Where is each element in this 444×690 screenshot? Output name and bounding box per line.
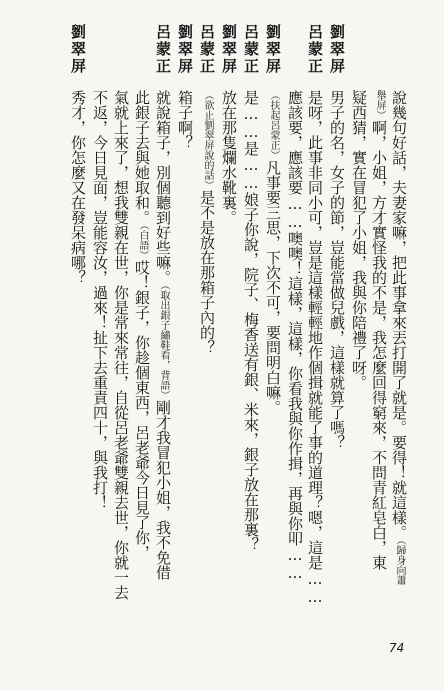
dialogue-line [328,90,345,450]
dialogue-text: 此銀子去與她取和。 [133,90,151,225]
stage-direction: （歸身向蕭 [394,540,405,585]
stage-direction: 舉屏） [374,90,385,120]
speaker-name: 劉翠屏 [264,24,282,75]
dialogue-text: 凡事要三思，下次不可，要問明白嘛。 [264,160,282,415]
dialogue-line [69,90,86,285]
dialogue-line [350,90,367,390]
dialogue-text: 秀才，你怎麼又在發呆病哪？ [69,90,87,285]
dialogue-text: 箱子啊？ [176,90,194,150]
stage-direction: （白語） [137,225,148,260]
dialogue-line [242,90,259,552]
speaker-name: 呂蒙正 [198,24,216,75]
page-number: 74 [389,641,405,655]
dialogue-text: 是不是放在那箱子內的？ [198,190,216,355]
dialogue-text: 是呀，此事非同小可，豈是這樣輕輕地作個揖就能了事的道理？嗯，這是…… [306,90,324,606]
dialogue-line [390,90,407,585]
speaker-name: 劉翠屏 [69,24,87,75]
dialogue-text: 就說箱子，別個聽到好些嘛。 [154,90,172,285]
dialogue-text: 說幾句好話，夫妻家嘛，把此事拿來丟打開了就是。要得！就這樣。 [390,90,408,540]
dialogue-line [198,90,215,355]
dialogue-line [286,90,303,582]
dialogue-line [264,90,281,415]
speaker-name: 劉翠屏 [328,24,346,75]
dialogue-line [112,90,129,600]
dialogue-text: 哎！銀子，你趁個東西，呂老爺今日見了你， [133,260,151,560]
speaker-name: 呂蒙正 [242,24,260,75]
dialogue-text: 放在那隻爛水靴裏。 [220,90,238,225]
dialogue-text: 剛才我冒犯小姐，我不免借 [154,400,172,580]
speaker-name: 劉翠屏 [176,24,194,75]
dialogue-text: 疑西猜，實在冒犯了小姐，我與你陪禮了呀。 [350,90,368,390]
dialogue-text: 啊，小姐，方才實怪我的不是，我怎麼回得窮來，不問青紅皂白，東 [370,120,388,570]
speaker-name: 呂蒙正 [154,24,172,75]
dialogue-line [91,90,108,510]
dialogue-line [133,90,150,560]
dialogue-text: 是……是……娘子你說，院子、梅香送有銀、米來，銀子放在那裏？ [242,90,260,552]
stage-direction: （扶起呂蒙正） [268,90,279,160]
dialogue-line [306,90,323,606]
stage-direction: （取出銀子繡鞋看，背語） [158,285,169,400]
dialogue-text: 氣就上來了，想我雙親在世，你是常來常往，自從呂老爺雙親去世，你就一去 [112,90,130,600]
dialogue-line [176,90,193,150]
dialogue-text: 不返，今日見面，豈能容汝，過來！扯下去重責四十，與我打！ [91,90,109,510]
dialogue-line [154,90,171,580]
dialogue-line [220,90,237,225]
speaker-name: 呂蒙正 [306,24,324,75]
speaker-name: 劉翠屏 [220,24,238,75]
dialogue-text: 男子的名，女子的節，豈能當做兒戲，這樣就算了嗎？ [328,90,346,450]
dialogue-text: 應該要，應該要……噢噢！這樣，這樣，你看我與你作揖，再與你叩…… [286,90,304,582]
dialogue-line [370,90,387,570]
stage-direction: （欲止劉翠屏說的話） [202,90,213,190]
